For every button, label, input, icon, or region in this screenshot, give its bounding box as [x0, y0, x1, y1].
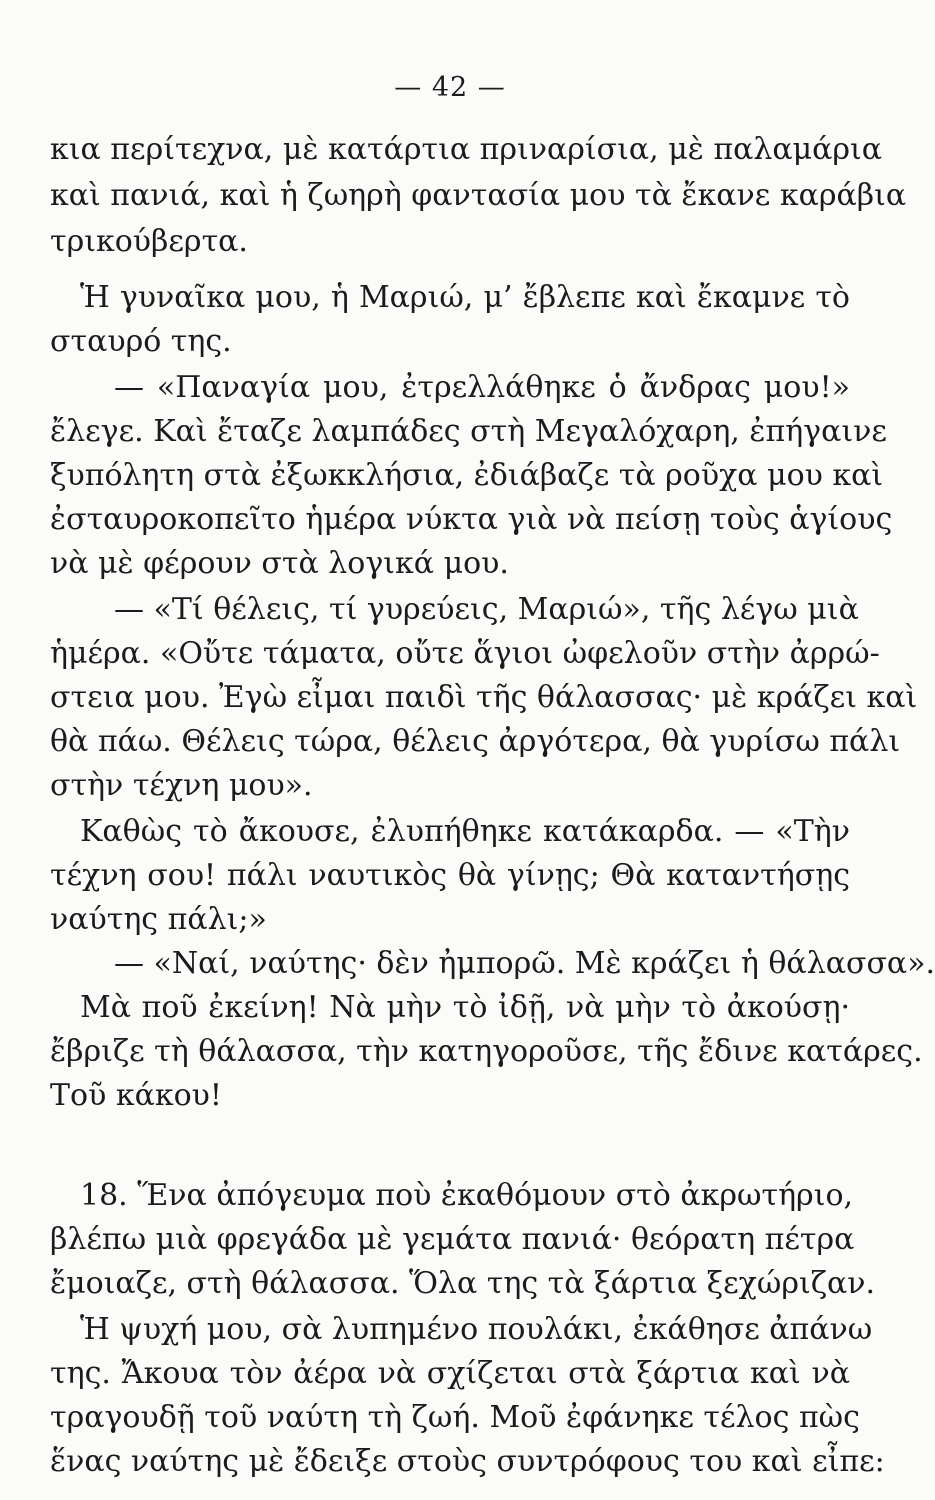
text-line: Μὰ ποῦ ἐκείνη! Νὰ μὴν τὸ ἰδῇ, νὰ μὴν τὸ ἀκούσῃ·	[80, 990, 850, 1025]
text-line: 18. Ἕνα ἀπόγευμα ποὺ ἐκαθόμουν στὸ ἀκρωτήριο,	[80, 1178, 854, 1213]
text-line: τέχνη σου! πάλι ναυτικὸς θὰ γίνῃς; Θὰ καταντήσῃς	[50, 858, 850, 893]
text-line: ἔμοιαζε, στὴ θάλασσα. Ὅλα της τὰ ξάρτια ξεχώριζαν.	[50, 1266, 876, 1301]
text-line: ξυπόλητη στὰ ἐξωκκλήσια, ἐδιάβαζε τὰ ροῦχα μου καὶ	[50, 458, 884, 493]
text-line: θὰ πάω. Θέλεις τώρα, θέλεις ἀργότερα, θὰ γυρίσω πάλι	[50, 724, 901, 759]
text-line: κια περίτεχνα, μὲ κατάρτια πριναρίσια, μὲ παλαμάρια	[50, 132, 883, 167]
text-line: βλέπω μιὰ φρεγάδα μὲ γεμάτα πανιά· θεόρατη πέτρα	[50, 1222, 855, 1257]
text-line: τρικούβερτα.	[50, 224, 248, 259]
text-line: Καθὼς τὸ ἄκουσε, ἐλυπήθηκε κατάκαρδα. — «Τὴν	[80, 814, 850, 849]
text-line: ναύτης πάλι;»	[50, 902, 267, 937]
text-line: Τοῦ κάκου!	[50, 1078, 222, 1113]
text-line: στὴν τέχνη μου».	[50, 768, 313, 803]
text-line: ἔβριζε τὴ θάλασσα, τὴν κατηγοροῦσε, τῆς ἔδινε κατάρες.	[50, 1034, 923, 1069]
text-line: Ἡ ψυχή μου, σὰ λυπημένο πουλάκι, ἐκάθησε ἀπάνω	[80, 1312, 873, 1347]
text-line: σταυρό της.	[50, 324, 232, 359]
text-line: — «Παναγία μου, ἐτρελλάθηκε ὁ ἄνδρας μου!»	[114, 370, 850, 405]
text-line: τραγουδῇ τοῦ ναύτη τὴ ζωή. Μοῦ ἐφάνηκε τέλος πὼς	[50, 1400, 860, 1435]
text-line: ἕνας ναύτης μὲ ἔδειξε στοὺς συντρόφους του καὶ εἶπε:	[50, 1444, 885, 1479]
text-line: Ἡ γυναῖκα μου, ἡ Μαριώ, μ’ ἔβλεπε καὶ ἔκαμνε τὸ	[80, 280, 850, 315]
text-line: της. Ἄκουα τὸν ἀέρα νὰ σχίζεται στὰ ξάρτια καὶ νὰ	[50, 1356, 850, 1391]
text-line: ἐσταυροκοπεῖτο ἡμέρα νύκτα γιὰ νὰ πείσῃ τοὺς ἁγίους	[50, 502, 893, 537]
text-line: — «Ναί, ναύτης· δὲν ἠμπορῶ. Μὲ κράζει ἡ θάλασσα».	[114, 946, 935, 981]
text-line: ἔλεγε. Καὶ ἔταζε λαμπάδες στὴ Μεγαλόχαρη, ἐπήγαινε	[50, 414, 887, 449]
page-number: — 42 —	[394, 72, 506, 103]
text-line: στεια μου. Ἐγὼ εἶμαι παιδὶ τῆς θάλασσας· μὲ κράζει καὶ	[50, 680, 918, 715]
text-line: νὰ μὲ φέρουν στὰ λογικά μου.	[50, 546, 509, 581]
text-line: — «Τί θέλεις, τί γυρεύεις, Μαριώ», τῆς λέγω μιὰ	[114, 592, 859, 627]
text-line: καὶ πανιά, καὶ ἡ ζωηρὴ φαντασία μου τὰ ἔκανε καράβια	[50, 178, 907, 213]
book-page	[50, 68, 935, 1479]
text-line: ἡμέρα. «Οὔτε τάματα, οὔτε ἅγιοι ὠφελοῦν στὴν ἀρρώ-	[50, 636, 880, 671]
